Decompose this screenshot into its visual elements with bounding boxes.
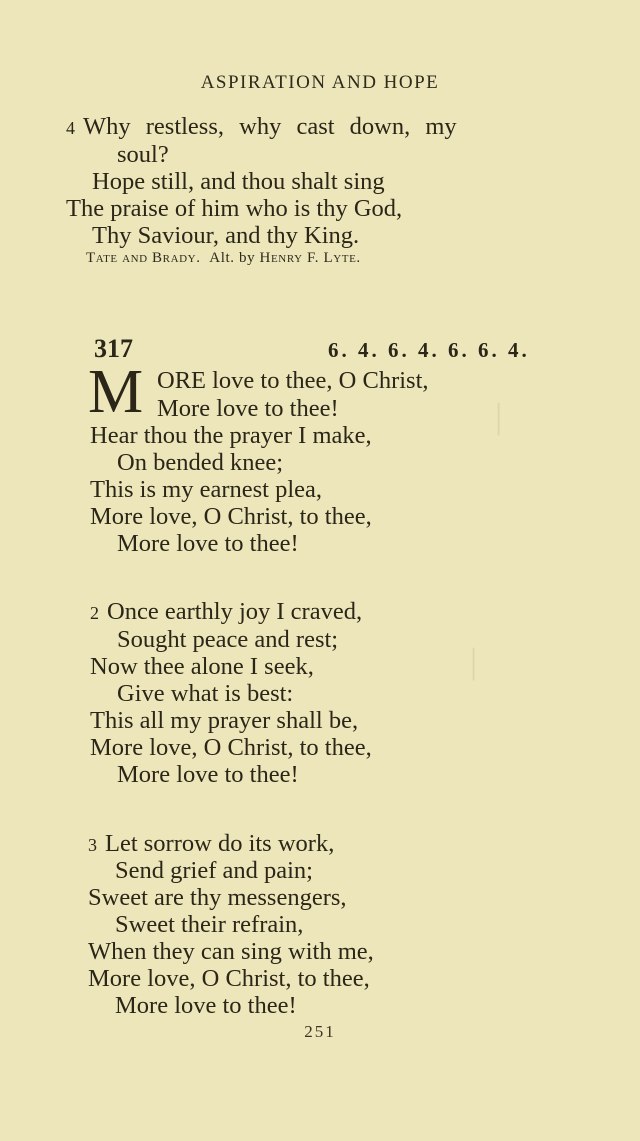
stanza1-line-6: More love, O Christ, to thee, — [90, 503, 372, 530]
show-through-mark: | — [495, 396, 503, 436]
hymn-meter: 6. 4. 6. 4. 6. 6. 4. — [328, 338, 530, 362]
stanza1-line-2: More love to thee! — [157, 395, 339, 422]
prev-stanza-line-3: Hope still, and thou shalt sing — [92, 168, 385, 195]
prev-stanza-line-4: The praise of him who is thy God, — [66, 195, 403, 222]
drop-cap: M — [88, 358, 144, 426]
stanza1-line-4: On bended knee; — [117, 449, 283, 476]
stanza2-line-4: Give what is best: — [117, 680, 294, 707]
stanza-number: 4 — [66, 118, 75, 138]
hymn-number: 317 — [94, 334, 133, 363]
stanza3-line-6: More love, O Christ, to thee, — [88, 965, 370, 992]
stanza-number: 3 — [88, 835, 97, 855]
stanza1-line-5: This is my earnest plea, — [90, 476, 323, 503]
stanza1-line-1: ORE love to thee, O Christ, — [157, 367, 429, 394]
show-through-mark: | — [470, 641, 478, 681]
prev-stanza-line-5: Thy Saviour, and thy King. — [92, 222, 360, 249]
running-head: ASPIRATION AND HOPE — [200, 72, 440, 93]
prev-stanza-line-1: 4 Why restless, why cast down, my — [66, 113, 457, 140]
stanza3-line-1: 3 Let sorrow do its work, — [88, 830, 335, 857]
attribution-author-1: Tate and Brady. — [86, 250, 201, 266]
stanza3-line-5: When they can sing with me, — [88, 938, 374, 965]
stanza1-line-7: More love to thee! — [117, 530, 299, 557]
stanza3-line-7: More love to thee! — [115, 992, 297, 1019]
stanza3-line-2: Send grief and pain; — [115, 857, 313, 884]
page-number: 251 — [304, 1022, 336, 1041]
stanza2-line-7: More love to thee! — [117, 761, 299, 788]
attribution-author-2: Henry F. Lyte. — [259, 250, 361, 266]
stanza3-line-4: Sweet their refrain, — [115, 911, 304, 938]
stanza1-line-3: Hear thou the prayer I make, — [90, 422, 372, 449]
stanza2-line-6: More love, O Christ, to thee, — [90, 734, 372, 761]
stanza2-line-5: This all my prayer shall be, — [90, 707, 359, 734]
stanza2-line-3: Now thee alone I seek, — [90, 653, 314, 680]
prev-stanza-line-2: soul? — [117, 141, 169, 168]
stanza2-line-1: 2 Once earthly joy I craved, — [90, 598, 363, 625]
attribution-alt: Alt. by — [209, 250, 256, 266]
stanza-number: 2 — [90, 603, 99, 623]
stanza2-line-2: Sought peace and rest; — [117, 626, 339, 653]
attribution — [86, 250, 361, 267]
stanza3-line-3: Sweet are thy messengers, — [88, 884, 347, 911]
